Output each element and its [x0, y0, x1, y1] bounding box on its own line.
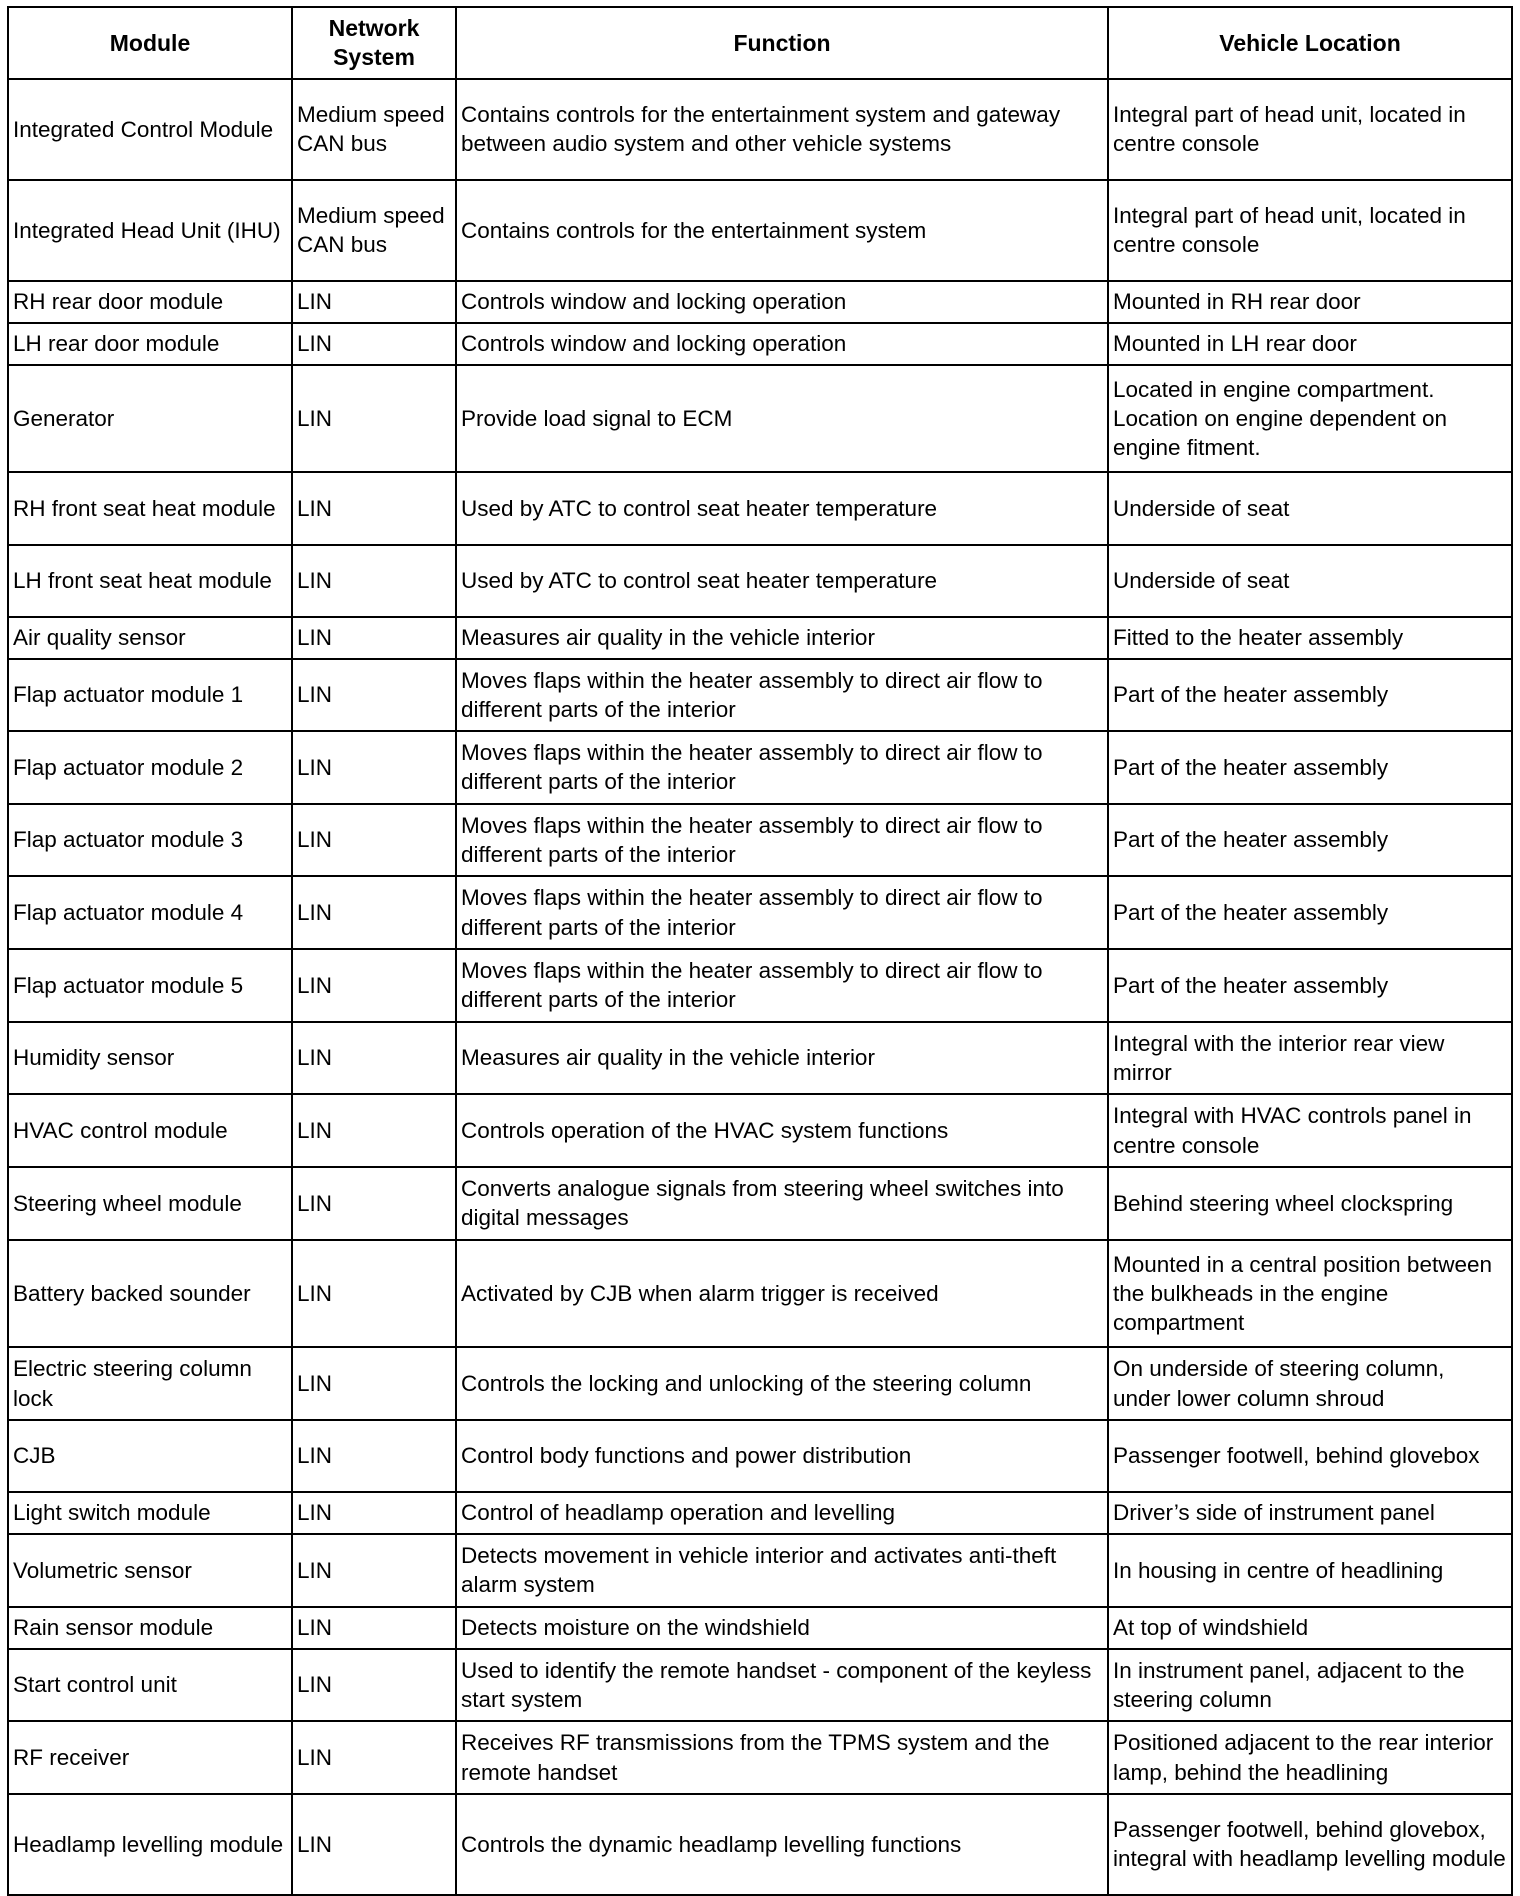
table-row — [8, 1240, 1512, 1348]
cell-function: Contains controls for the entertainment system — [456, 180, 1108, 281]
cell-function: Controls operation of the HVAC system functions — [456, 1094, 1108, 1167]
cell-network-system: LIN — [292, 323, 456, 365]
cell-module: Headlamp levelling module — [8, 1794, 292, 1895]
cell-function: Moves flaps within the heater assembly to direct air flow to different parts of the interior — [456, 731, 1108, 804]
cell-network-system: LIN — [292, 1721, 456, 1794]
cell-module: RF receiver — [8, 1721, 292, 1794]
table-row — [8, 180, 1512, 281]
cell-vehicle-location: Part of the heater assembly — [1108, 949, 1512, 1022]
module-table — [7, 6, 1513, 1896]
cell-module: RH front seat heat module — [8, 472, 292, 544]
table-row — [8, 731, 1512, 804]
cell-module: Rain sensor module — [8, 1607, 292, 1649]
cell-module: Integrated Head Unit (IHU) — [8, 180, 292, 281]
cell-vehicle-location: Located in engine compartment. Location on engine dependent on engine fitment. — [1108, 365, 1512, 473]
table-row — [8, 1492, 1512, 1534]
table-row — [8, 281, 1512, 323]
table-row — [8, 876, 1512, 949]
cell-vehicle-location: In instrument panel, adjacent to the steering column — [1108, 1649, 1512, 1722]
cell-vehicle-location: Underside of seat — [1108, 472, 1512, 544]
cell-network-system: LIN — [292, 617, 456, 659]
cell-function: Detects movement in vehicle interior and activates anti-theft alarm system — [456, 1534, 1108, 1607]
cell-network-system: LIN — [292, 876, 456, 949]
cell-function: Controls the dynamic headlamp levelling functions — [456, 1794, 1108, 1895]
cell-vehicle-location: Mounted in a central position between the bulkheads in the engine compartment — [1108, 1240, 1512, 1348]
cell-function: Measures air quality in the vehicle interior — [456, 617, 1108, 659]
cell-network-system: LIN — [292, 281, 456, 323]
cell-module: LH front seat heat module — [8, 545, 292, 617]
table-row — [8, 1649, 1512, 1722]
cell-function: Control body functions and power distribution — [456, 1420, 1108, 1492]
cell-network-system: LIN — [292, 1649, 456, 1722]
cell-vehicle-location: Part of the heater assembly — [1108, 731, 1512, 804]
cell-network-system: LIN — [292, 804, 456, 877]
cell-vehicle-location: Passenger footwell, behind glovebox — [1108, 1420, 1512, 1492]
cell-module: Air quality sensor — [8, 617, 292, 659]
cell-function: Controls window and locking operation — [456, 281, 1108, 323]
cell-function: Moves flaps within the heater assembly to direct air flow to different parts of the interior — [456, 804, 1108, 877]
cell-function: Contains controls for the entertainment system and gateway between audio system and other vehicle systems — [456, 79, 1108, 180]
cell-function: Converts analogue signals from steering wheel switches into digital messages — [456, 1167, 1108, 1240]
cell-network-system: LIN — [292, 1167, 456, 1240]
cell-vehicle-location: Underside of seat — [1108, 545, 1512, 617]
table-header-row — [8, 7, 1512, 79]
table-body — [8, 79, 1512, 1895]
cell-vehicle-location: In housing in centre of headlining — [1108, 1534, 1512, 1607]
cell-vehicle-location: Positioned adjacent to the rear interior lamp, behind the headlining — [1108, 1721, 1512, 1794]
table-row — [8, 472, 1512, 544]
cell-function: Moves flaps within the heater assembly to direct air flow to different parts of the interior — [456, 949, 1108, 1022]
table-row — [8, 1534, 1512, 1607]
cell-vehicle-location: Integral with HVAC controls panel in centre console — [1108, 1094, 1512, 1167]
cell-vehicle-location: Fitted to the heater assembly — [1108, 617, 1512, 659]
cell-vehicle-location: Driver’s side of instrument panel — [1108, 1492, 1512, 1534]
cell-network-system: LIN — [292, 365, 456, 473]
cell-network-system: LIN — [292, 1022, 456, 1095]
table-row — [8, 1167, 1512, 1240]
cell-network-system: Medium speed CAN bus — [292, 79, 456, 180]
table-row — [8, 1721, 1512, 1794]
cell-function: Moves flaps within the heater assembly to direct air flow to different parts of the interior — [456, 876, 1108, 949]
table-row — [8, 659, 1512, 732]
cell-module: HVAC control module — [8, 1094, 292, 1167]
cell-network-system: LIN — [292, 1240, 456, 1348]
cell-function: Measures air quality in the vehicle interior — [456, 1022, 1108, 1095]
cell-network-system: Medium speed CAN bus — [292, 180, 456, 281]
cell-network-system: LIN — [292, 659, 456, 732]
cell-module: LH rear door module — [8, 323, 292, 365]
cell-vehicle-location: Passenger footwell, behind glovebox, integral with headlamp levelling module — [1108, 1794, 1512, 1895]
cell-module: Electric steering column lock — [8, 1347, 292, 1420]
cell-network-system: LIN — [292, 1794, 456, 1895]
cell-function: Detects moisture on the windshield — [456, 1607, 1108, 1649]
cell-function: Provide load signal to ECM — [456, 365, 1108, 473]
cell-network-system: LIN — [292, 1347, 456, 1420]
cell-module: Light switch module — [8, 1492, 292, 1534]
cell-vehicle-location: Part of the heater assembly — [1108, 804, 1512, 877]
table-row — [8, 323, 1512, 365]
cell-vehicle-location: Part of the heater assembly — [1108, 659, 1512, 732]
cell-vehicle-location: Behind steering wheel clockspring — [1108, 1167, 1512, 1240]
cell-vehicle-location: Integral part of head unit, located in centre console — [1108, 79, 1512, 180]
cell-module: Humidity sensor — [8, 1022, 292, 1095]
cell-network-system: LIN — [292, 1094, 456, 1167]
cell-network-system: LIN — [292, 949, 456, 1022]
cell-module: Flap actuator module 3 — [8, 804, 292, 877]
cell-function: Controls the locking and unlocking of the steering column — [456, 1347, 1108, 1420]
cell-network-system: LIN — [292, 1534, 456, 1607]
cell-module: Start control unit — [8, 1649, 292, 1722]
table-row — [8, 1420, 1512, 1492]
cell-module: Flap actuator module 5 — [8, 949, 292, 1022]
cell-function: Receives RF transmissions from the TPMS system and the remote handset — [456, 1721, 1108, 1794]
table-row — [8, 1794, 1512, 1895]
cell-module: Flap actuator module 1 — [8, 659, 292, 732]
cell-module: Flap actuator module 2 — [8, 731, 292, 804]
table-row — [8, 79, 1512, 180]
cell-network-system: LIN — [292, 1420, 456, 1492]
cell-vehicle-location: Mounted in RH rear door — [1108, 281, 1512, 323]
cell-function: Used to identify the remote handset - component of the keyless start system — [456, 1649, 1108, 1722]
cell-module: Steering wheel module — [8, 1167, 292, 1240]
table-row — [8, 1607, 1512, 1649]
cell-module: Volumetric sensor — [8, 1534, 292, 1607]
table-row — [8, 1094, 1512, 1167]
cell-network-system: LIN — [292, 1492, 456, 1534]
header-vehicle-location: Vehicle Location — [1108, 7, 1512, 79]
cell-network-system: LIN — [292, 545, 456, 617]
cell-vehicle-location: Integral part of head unit, located in centre console — [1108, 180, 1512, 281]
cell-vehicle-location: Integral with the interior rear view mirror — [1108, 1022, 1512, 1095]
table-row — [8, 365, 1512, 473]
cell-vehicle-location: On underside of steering column, under lower column shroud — [1108, 1347, 1512, 1420]
header-function: Function — [456, 7, 1108, 79]
cell-function: Controls window and locking operation — [456, 323, 1108, 365]
cell-module: Integrated Control Module — [8, 79, 292, 180]
cell-module: Battery backed sounder — [8, 1240, 292, 1348]
cell-function: Used by ATC to control seat heater temperature — [456, 472, 1108, 544]
cell-module: Generator — [8, 365, 292, 473]
header-network-system: Network System — [292, 7, 456, 79]
cell-module: Flap actuator module 4 — [8, 876, 292, 949]
cell-module: RH rear door module — [8, 281, 292, 323]
cell-vehicle-location: Mounted in LH rear door — [1108, 323, 1512, 365]
cell-function: Activated by CJB when alarm trigger is received — [456, 1240, 1108, 1348]
table-row — [8, 1347, 1512, 1420]
cell-function: Moves flaps within the heater assembly to direct air flow to different parts of the interior — [456, 659, 1108, 732]
table-row — [8, 804, 1512, 877]
header-module: Module — [8, 7, 292, 79]
cell-vehicle-location: Part of the heater assembly — [1108, 876, 1512, 949]
table-row — [8, 949, 1512, 1022]
table-row — [8, 545, 1512, 617]
cell-network-system: LIN — [292, 731, 456, 804]
cell-network-system: LIN — [292, 472, 456, 544]
cell-network-system: LIN — [292, 1607, 456, 1649]
cell-function: Used by ATC to control seat heater temperature — [456, 545, 1108, 617]
table-row — [8, 1022, 1512, 1095]
table-row — [8, 617, 1512, 659]
cell-vehicle-location: At top of windshield — [1108, 1607, 1512, 1649]
cell-module: CJB — [8, 1420, 292, 1492]
cell-function: Control of headlamp operation and levelling — [456, 1492, 1108, 1534]
